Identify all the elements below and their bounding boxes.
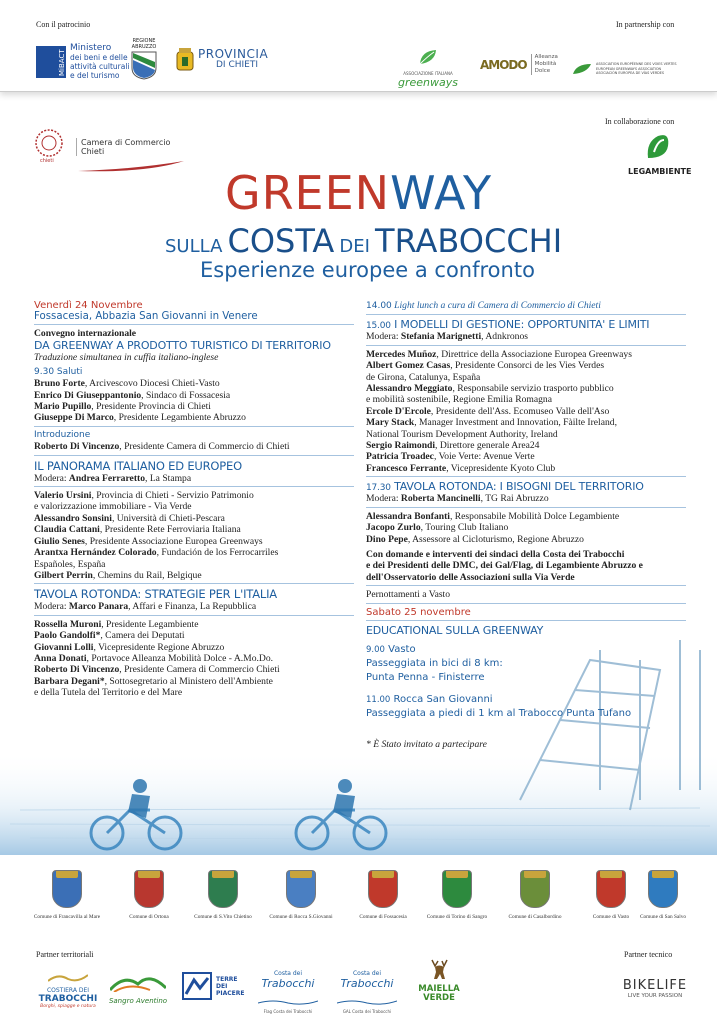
comune-crest (184, 870, 262, 920)
speakers-list (366, 511, 686, 545)
comune-crest (262, 870, 340, 920)
legambiente-logo: LEGAMBIENTE (628, 132, 688, 176)
speaker-row: Francesco Ferrante, Vicepresidente Kyoto Club (366, 462, 556, 474)
aevv-leaf-icon (572, 63, 592, 75)
comune-crest (624, 870, 702, 920)
partner-tecnico-label: Partner tecnico (624, 950, 673, 959)
regione-abruzzo-logo: REGIONE ABRUZZO (130, 38, 158, 85)
saluti-list (34, 378, 354, 424)
legambiente-swan-icon (644, 132, 672, 162)
section-title: TAVOLA ROTONDA: I BISOGNI DEL TERRITORIO (394, 480, 644, 494)
program-day1 (34, 300, 354, 699)
comune-name: Comune di Torino di Sangro (426, 914, 488, 920)
provincia-chieti-logo: PROVINCIA DI CHIETI (176, 48, 268, 72)
mibact-logo: MiBACT Ministero dei beni e delle attività culturali e del turismo (36, 44, 130, 80)
bikelife-logo: BIKELIFE LIVE YOUR PASSION (622, 978, 688, 999)
section-title: EDUCATIONAL SULLA GREENWAY (366, 623, 544, 637)
speaker-row: Giuseppe Di Marco, Presidente Legambiente Abruzzo (34, 412, 246, 424)
comune-crest (496, 870, 574, 920)
speaker-row: Alessandra Bonfanti, Responsabile Mobilità Dolce Legambiente (366, 510, 620, 522)
footnote: * È Stato invitato a partecipare (366, 738, 487, 750)
crest-icon (442, 870, 472, 908)
patronage-label: Con il patrocinio (36, 20, 91, 29)
speaker-row: Mercedes Muñoz, Direttrice della Associazione Europea Greenways (366, 348, 632, 360)
gal-trabocchi-logo: Costa dei Trabocchi GAL Costa dei Trabocchi (334, 970, 400, 1014)
gal-wave-icon (337, 999, 397, 1005)
title-greenway: GREENWAY (224, 166, 493, 220)
amodo-logo: AMODO Alleanza Mobilità Dolce (480, 54, 558, 74)
speakers-list (34, 619, 354, 699)
comune-crest (110, 870, 188, 920)
speaker-row: Enrico Di Giuseppantonio, Sindaco di Fossacesia (34, 389, 231, 401)
speaker-row: Alessandro Meggiato, Responsabile servizio trasporto pubblico (366, 383, 614, 395)
section-title: TAVOLA ROTONDA: STRATEGIE PER L'ITALIA (34, 587, 277, 602)
partner-territoriali-label: Partner territoriali (36, 950, 94, 959)
moderator: Modera: Roberta Mancinelli, TG Rai Abruzzo (366, 493, 549, 505)
closing-note: Con domande e interventi dei sindaci della Costa dei Trabocchi e dei Presidenti delle DMC, dei Gal/Flag, di Legambiente Abruzzo e dell'Osservatorio delle Associazioni sulla Via Verde (366, 548, 643, 583)
crest-icon (596, 870, 626, 908)
flag-trabocchi-logo: Costa dei Trabocchi Flag Costa dei Trabocchi (256, 970, 320, 1014)
speaker-row: Giovanni Lolli, Vicepresidente Regione Abruzzo (34, 641, 225, 653)
convegno-label: Convegno internazionale (34, 328, 137, 339)
crest-icon (520, 870, 550, 908)
section-title: IL PANORAMA ITALIANO ED EUROPEO (34, 458, 242, 473)
crest-icon (52, 870, 82, 908)
speaker-row: National Tourism Development Authority, Ireland (366, 428, 558, 440)
speaker-row: Mary Stack, Manager Investment and Innovation, Fàilte Ireland, (366, 417, 617, 429)
speaker-row: Jacopo Zurlo, Touring Club Italiano (366, 522, 509, 534)
costiera-wave-icon (48, 973, 88, 983)
speaker-row: Gilbert Perrin, Chemins du Rail, Belgique (34, 569, 202, 581)
maiella-verde-logo: MAIELLA VERDE (414, 958, 464, 1003)
subtitle: Esperienze europee a confronto (200, 258, 535, 282)
speaker-row: e mobilità sostenibile, Regione Emilia Romagna (366, 394, 552, 406)
sangro-aventino-logo: Sangro Aventino (108, 970, 168, 1005)
comune-name: Comune di Ortona (129, 914, 169, 920)
section-title: DA GREENWAY A PRODOTTO TURISTICO DI TERRITORIO (34, 339, 331, 353)
speaker-row: Ercole D'Ercole, Presidente dell'Ass. Ecomuseo Valle dell'Aso (366, 405, 610, 417)
speaker-row: de Girona, Catalunya, España (366, 371, 481, 383)
greenways-logo: ASSOCIAZIONE ITALIANA greenways (388, 48, 468, 89)
camera-seal-icon (34, 128, 64, 162)
flag-wave-icon (258, 999, 318, 1005)
moderator: Modera: Andrea Ferraretto, La Stampa (34, 472, 192, 484)
comune-name: Comune di Casalbordino (508, 914, 562, 920)
crest-icon (286, 870, 316, 908)
speaker-row: Mario Pupillo, Presidente Provincia di Chieti (34, 401, 211, 413)
speaker-row: Albert Gomez Casas, Presidente Consorci de les Vies Verdes (366, 360, 605, 372)
crest-icon (134, 870, 164, 908)
speaker-row: Barbara Degani*, Sottosegretario al Ministero dell'Ambiente (34, 675, 273, 687)
speaker-row: e valorizzazione immobiliare - Via Verde (34, 501, 192, 513)
title-costa-trabocchi: SULLA COSTA DEI TRABOCCHI (165, 222, 563, 260)
speaker-row: Anna Donati, Portavoce Alleanza Mobilità Dolce - A.Mo.Do. (34, 652, 274, 664)
speaker-row: Alessandro Sonsini, Università di Chieti-Pescara (34, 512, 225, 524)
speaker-row: Bruno Forte, Arcivescovo Diocesi Chieti-Vasto (34, 378, 220, 390)
collaboration-label: In collaborazione con (605, 117, 675, 126)
saluti-label: Saluti (56, 366, 83, 377)
deer-icon (426, 958, 452, 980)
crest-icon (368, 870, 398, 908)
speaker-row: Valerio Ursini, Provincia di Chieti - Servizio Patrimonio (34, 490, 254, 502)
saluti-time: 9.30 (34, 366, 55, 377)
camera-commercio-logo: chieti Camera di Commercio Chieti (34, 128, 184, 174)
program-afternoon: 14.00 Light lunch a cura di Camera di Commercio di Chieti 15.00 I MODELLI DI GESTIONE: OPPORTUNITA' E LIMITI Modera: Stefania Marignetti, Adnkronos Mercedes Muñoz, Direttrice della Associazione Europea Greenways Albert Gomez Casas, Presidente Consorci de les Vies Verdes de Girona, Catalunya, España Alessandro Meggiato, Responsabile servizio trasporto pubblico e mobilità sostenibile, Regione Emilia Romagna Ercole D'Ercole, Presidente dell'Ass. Ecomuseo Valle dell'Aso Mary Stack, Manager Investment and Innovation, Fàilte Ireland, National Tourism Development Authority, Ireland Sergio Raimondi, Direttore generale Area24 Patricia Troadec, Voie Verte: Avenue Verte Francesco Ferrante, Vicepresidente Kyoto Club 17.30 TAVOLA ROTONDA: I BISOGNI DEL TERRITORIO Modera: Roberta Mancinelli, TG Rai Abruzzo Alessandra Bonfanti, Responsabile Mobilità Dolce Legambiente Jacopo Zurlo, Touring Club Italiano Dino Pepe, Assessore al Cicloturismo, Regione Abruzzo Con domande e interventi dei sindaci della Costa dei Trabocchi e dei Presidenti delle DMC, dei Gal/Flag, di Legambiente Abruzzo e dell'Osservatorio delle Associazioni sulla Via Verde Pernottamenti a Vasto Sabato 25 novembre EDUCATIONAL SULLA GREENWAY 9.00 Vasto Passeggiata in bici di 8 km: Punta Penna - Finisterre 11.00 Rocca San Giovanni Passeggiata a piedi di 1 km al Trabocco Punta Tufano * È Stato invitato a partecipare (366, 300, 686, 750)
speaker-row: Giulio Senes, Presidente Associazione Europea Greenways (34, 535, 263, 547)
sangro-hills-icon (110, 970, 166, 992)
speaker-row: Claudia Cattani, Presidente Rete Ferroviaria Italiana (34, 524, 241, 536)
comune-name: Comune di Rocca S.Giovanni (269, 914, 333, 920)
speaker-row: Rossella Muroni, Presidente Legambiente (34, 618, 199, 630)
comune-name: Comune di Vasto (592, 914, 630, 920)
terre-square-icon (182, 972, 212, 1000)
overnight-note: Pernottamenti a Vasto (366, 589, 451, 601)
speakers-list (366, 349, 686, 474)
speaker-row: Roberto Di Vincenzo, Presidente Camera di Commercio di Chieti (34, 441, 290, 453)
comune-crest (28, 870, 106, 920)
regione-abruzzo-emblem-icon (130, 50, 158, 80)
speaker-row: Roberto Di Vincenzo, Presidente Camera di Commercio Chieti (34, 664, 280, 676)
section-title: I MODELLI DI GESTIONE: OPPORTUNITA' E LIMITI (394, 318, 650, 332)
aevv-logo: ASSOCIATION EUROPÉENNE DES VOIES VERTES EUROPEAN GREENWAYS ASSOCIATION ASOCIACIÓN EUROPEA DE VÍAS VERDES (572, 62, 677, 76)
greenways-leaf-icon (417, 48, 439, 66)
terre-dei-piacere-logo: TERRE DEI PIACERE (182, 972, 245, 1000)
day2-date: Sabato 25 novembre (366, 606, 471, 618)
lunch-note: Light lunch a cura di Camera di Commercio di Chieti (394, 300, 601, 311)
intro-label: Introduzione (34, 429, 91, 440)
costiera-trabocchi-logo: COSTIERA DEI TRABOCCHI Borghi, spiagge e natura (36, 968, 100, 1009)
speaker-row: Dino Pepe, Assessore al Cicloturismo, Regione Abruzzo (366, 533, 584, 545)
educational-program: 9.00 Vasto Passeggiata in bici di 8 km: Punta Penna - Finisterre 11.00 Rocca San Giovanni Passeggiata a piedi di 1 km al Trabocco Punta Tufano (366, 643, 632, 719)
moderator: Modera: Stefania Marignetti, Adnkronos (366, 331, 529, 343)
day1-place: Fossacesia, Abbazia San Giovanni in Venere (34, 311, 258, 322)
comune-name: Comune di San Salvo (639, 914, 687, 920)
comune-name: Comune di Francavilla al Mare (33, 914, 101, 920)
speakers-list (34, 490, 354, 581)
comune-name: Comune di Fossacesia (359, 914, 407, 920)
speaker-row: Españoles, España (34, 558, 106, 570)
speaker-row: Patricia Troadec, Voie Verte: Avenue Verte (366, 451, 535, 463)
crest-icon (208, 870, 238, 908)
comune-name: Comune di S.Vito Chietino (194, 914, 252, 920)
comune-crest (344, 870, 422, 920)
speaker-row: Arantxa Hernández Colorado, Fundación de los Ferrocarriles (34, 547, 279, 559)
partnership-label: In partnership con (616, 20, 675, 29)
day1-date: Venerdì 24 Novembre (34, 300, 143, 311)
speaker-row: Sergio Raimondi, Direttore generale Area24 (366, 440, 540, 452)
translation-note: Traduzione simultanea in cuffia italiano-inglese (34, 352, 219, 364)
comune-crest (418, 870, 496, 920)
provincia-crest-icon (176, 48, 194, 72)
speaker-row: e della Tutela del Territorio e del Mare (34, 687, 183, 699)
crest-icon (648, 870, 678, 908)
moderator: Modera: Marco Panara, Affari e Finanza, La Repubblica (34, 601, 257, 613)
speaker-row: Paolo Gandolfi*, Camera dei Deputati (34, 630, 185, 642)
